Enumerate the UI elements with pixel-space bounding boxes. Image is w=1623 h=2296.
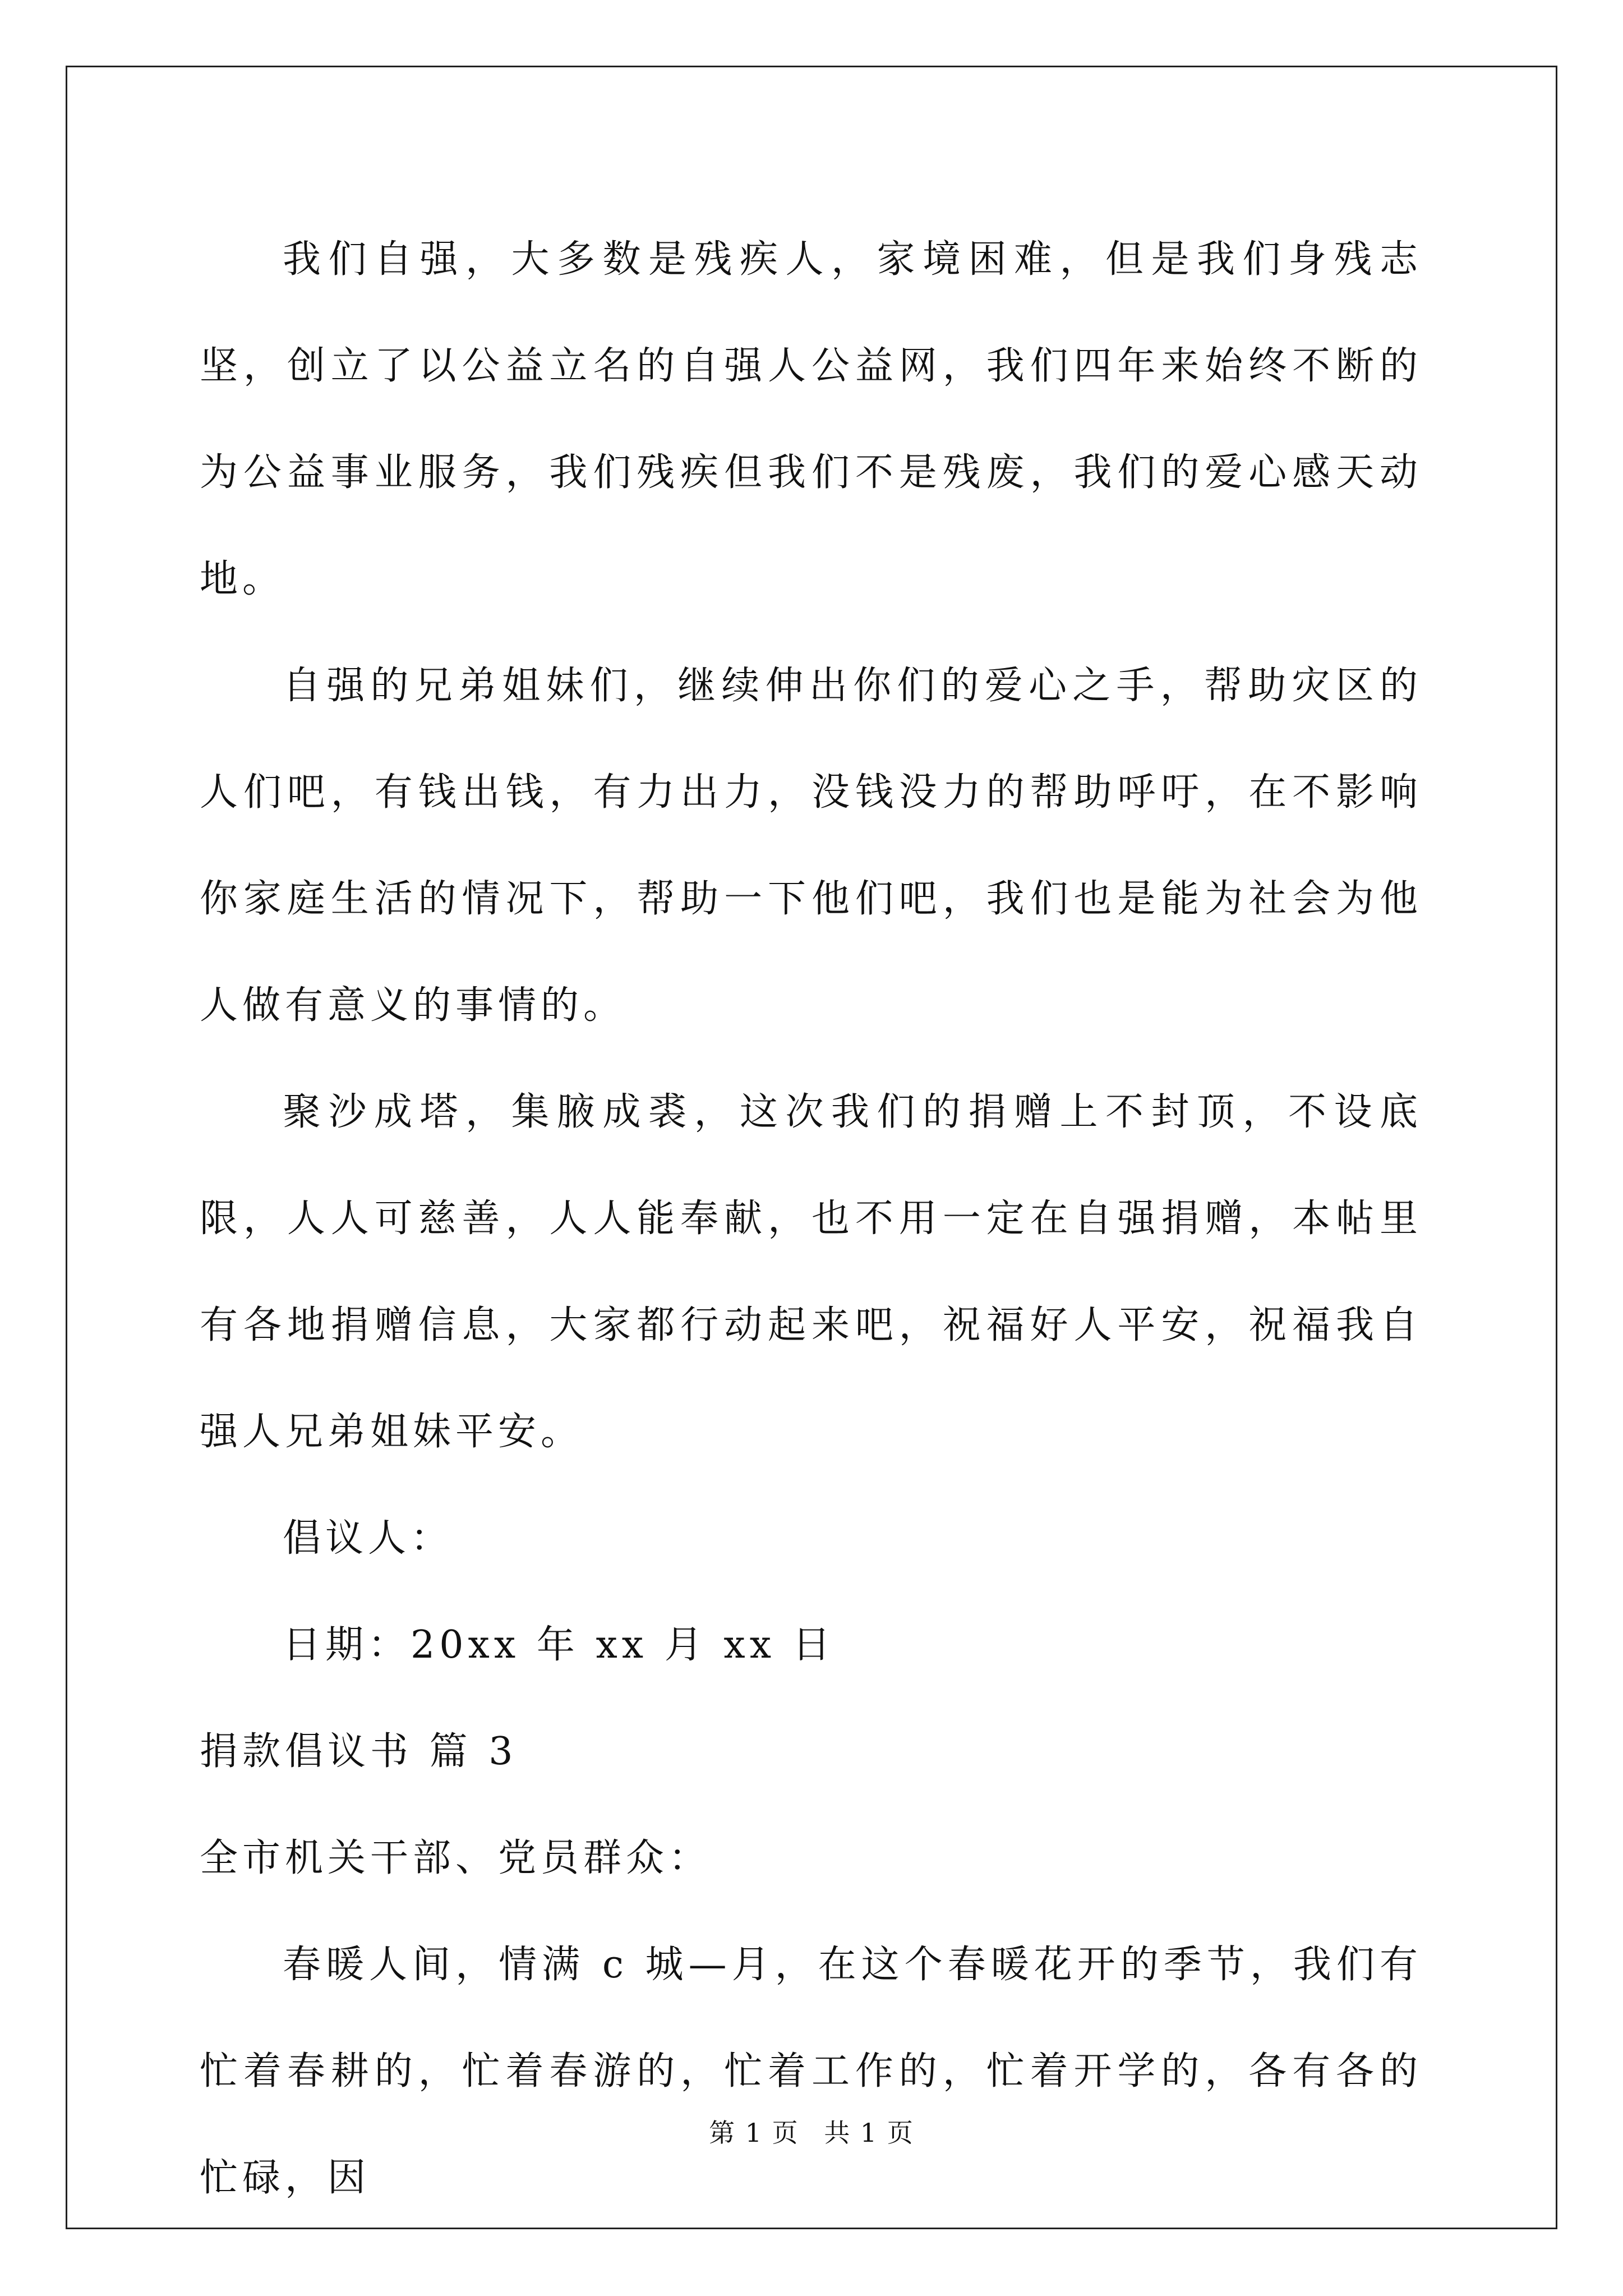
paragraph-2: 自强的兄弟姐妹们，继续伸出你们的爱心之手，帮助灾区的人们吧，有钱出钱，有力出力，没钱没力的帮助呼吁，在不影响你家庭生活的情况下，帮助一下他们吧，我们也是能为社会为他人做有意义的事情的。 xyxy=(200,664,1422,1028)
paragraph-1: 我们自强，大多数是残疾人，家境困难，但是我们身残志坚，创立了以公益立名的自强人公益网，我们四年来始终不断的为公益事业服务，我们残疾但我们不是残废，我们的爱心感天动地。 xyxy=(200,237,1422,601)
initiator-line: 倡议人： xyxy=(283,1516,454,1561)
page-total: 共 1 页 xyxy=(824,2118,914,2148)
date-line: 日期：20xx 年 xx 月 xx 日 xyxy=(283,1623,835,1667)
page-number: 第 1 页 xyxy=(709,2118,799,2148)
salutation: 全市机关干部、党员群众： xyxy=(200,1836,712,1880)
paragraph-3: 聚沙成塔，集腋成裘，这次我们的捐赠上不封顶，不设底限，人人可慈善，人人能奉献，也不用一定在自强捐赠，本帖里有各地捐赠信息，大家都行动起来吧，祝福好人平安，祝福我自强人兄弟姐妹平安。 xyxy=(200,1090,1422,1454)
document-body xyxy=(200,206,1422,2231)
page-footer xyxy=(0,2113,1623,2150)
paragraph-4: 春暖人间，情满 c 城—月，在这个春暖花开的季节，我们有忙着春耕的，忙着春游的，忙着工作的，忙着开学的，各有各的忙碌，因 xyxy=(200,1943,1422,2200)
section-heading: 捐款倡议书 篇 3 xyxy=(200,1729,518,1774)
